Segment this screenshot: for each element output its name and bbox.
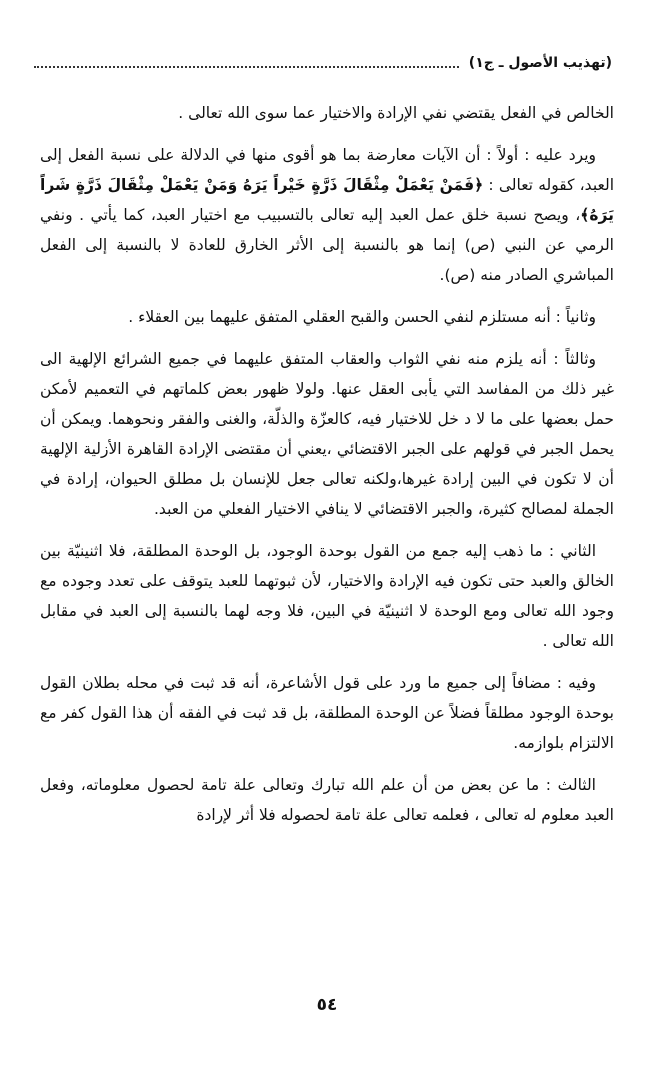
paragraph-third-objection: وثالثاً : أنه يلزم منه نفي الثواب والعقاب المتفق عليهما في جميع الشرائع الإلهية الى غير ذلك من المفاسد التي يأبى العقل عنها. ولولا ظهور بعض كلماتهم في التعميم لأمكن حمل بعضها على ما لا د خل للاختيار فيه، كالعزّة والذلّة، والغنى والفقر ونحوهما. ويمكن أن يحمل الجبر في قولهم على الجبر الاقتضائي ،يعني أن مقتضى الإرادة القاهرة الأزلية الإلهية أن لا تكون في البين إرادة غيرها،ولكنه تعالى جعل للإنسان بل مطلق الحيوان، إرادة في الجملة لمصالح كثيرة، والجبر الاقتضائي لا ينافي الاختيار الفعلي من العبد. — [40, 350, 614, 518]
page-number: ٥٤ — [316, 995, 338, 1015]
paragraph-third-view: الثالث : ما عن بعض من أن علم الله تبارك وتعالى علة تامة لحصول معلوماته، وفعل العبد معلوم له تعالى ، فعلمه تعالى علة تامة لحصوله فلا أثر لإرادة — [40, 776, 614, 824]
running-header — [24, 50, 612, 76]
paragraph-response: وفيه : مضافاً إلى جميع ما ورد على قول الأشاعرة، أنه قد ثبت في محله بطلان القول بوحدة الوجود مطلقاً فضلاً عن الوحدة المطلقة، بل قد ثبت في الفقه أن هذا القول كفر مع الالتزام بلوازمه. — [40, 674, 614, 752]
paragraph-continuation: الخالص في الفعل يقتضي نفي الإرادة والاختيار عما سوى الله تعالى . — [178, 104, 614, 122]
paragraph-text: ويرد عليه : أولاً : أن الآيات معارضة بما هو أقوى منها في الدلالة على نسبة الفعل إلى العبد، كقوله تعالى : — [40, 146, 614, 194]
paragraph-text: ، ويصح نسبة خلق عمل العبد إليه تعالى بالتسبيب مع اختيار العبد، كما يأتي . ونفي الرمي عن النبي (ص) إنما هو بالنسبة إلى الأثر الخارق للعادة لا بالنسبة إلى الفعل المباشري الصادر منه (ص). — [40, 206, 614, 284]
dotted-rule — [34, 66, 459, 68]
paragraph-second-objection: وثانياً : أنه مستلزم لنفي الحسن والقبح العقلي المتفق عليهما بين العقلاء . — [128, 308, 596, 326]
quran-verse: ﴿فَمَنْ يَعْمَلْ مِثْقَالَ ذَرَّةٍ خَيْراً يَرَهُ وَمَنْ يَعْمَلْ مِثْقَالَ ذَرَّةٍ شَراً يَرَهُ﴾ — [40, 176, 614, 224]
paragraph-first-objection — [40, 140, 614, 290]
paragraph-second-view: الثاني : ما ذهب إليه جمع من القول بوحدة الوجود، بل الوحدة المطلقة، فلا اثنينيّة بين الخالق والعبد حتى تكون فيه الإرادة والاختيار، لأن ثبوتهما للعبد يتوقف على تعدد وجوده مع وجود الله تعالى ومع الوحدة لا اثنينيّة في البين، فلا وجه لهما بالنسبة إلى العبد في مقابل الله تعالى . — [40, 542, 614, 650]
book-title: (تهذيب الأصول ـ ج١) — [468, 55, 612, 71]
body-text — [40, 98, 614, 842]
